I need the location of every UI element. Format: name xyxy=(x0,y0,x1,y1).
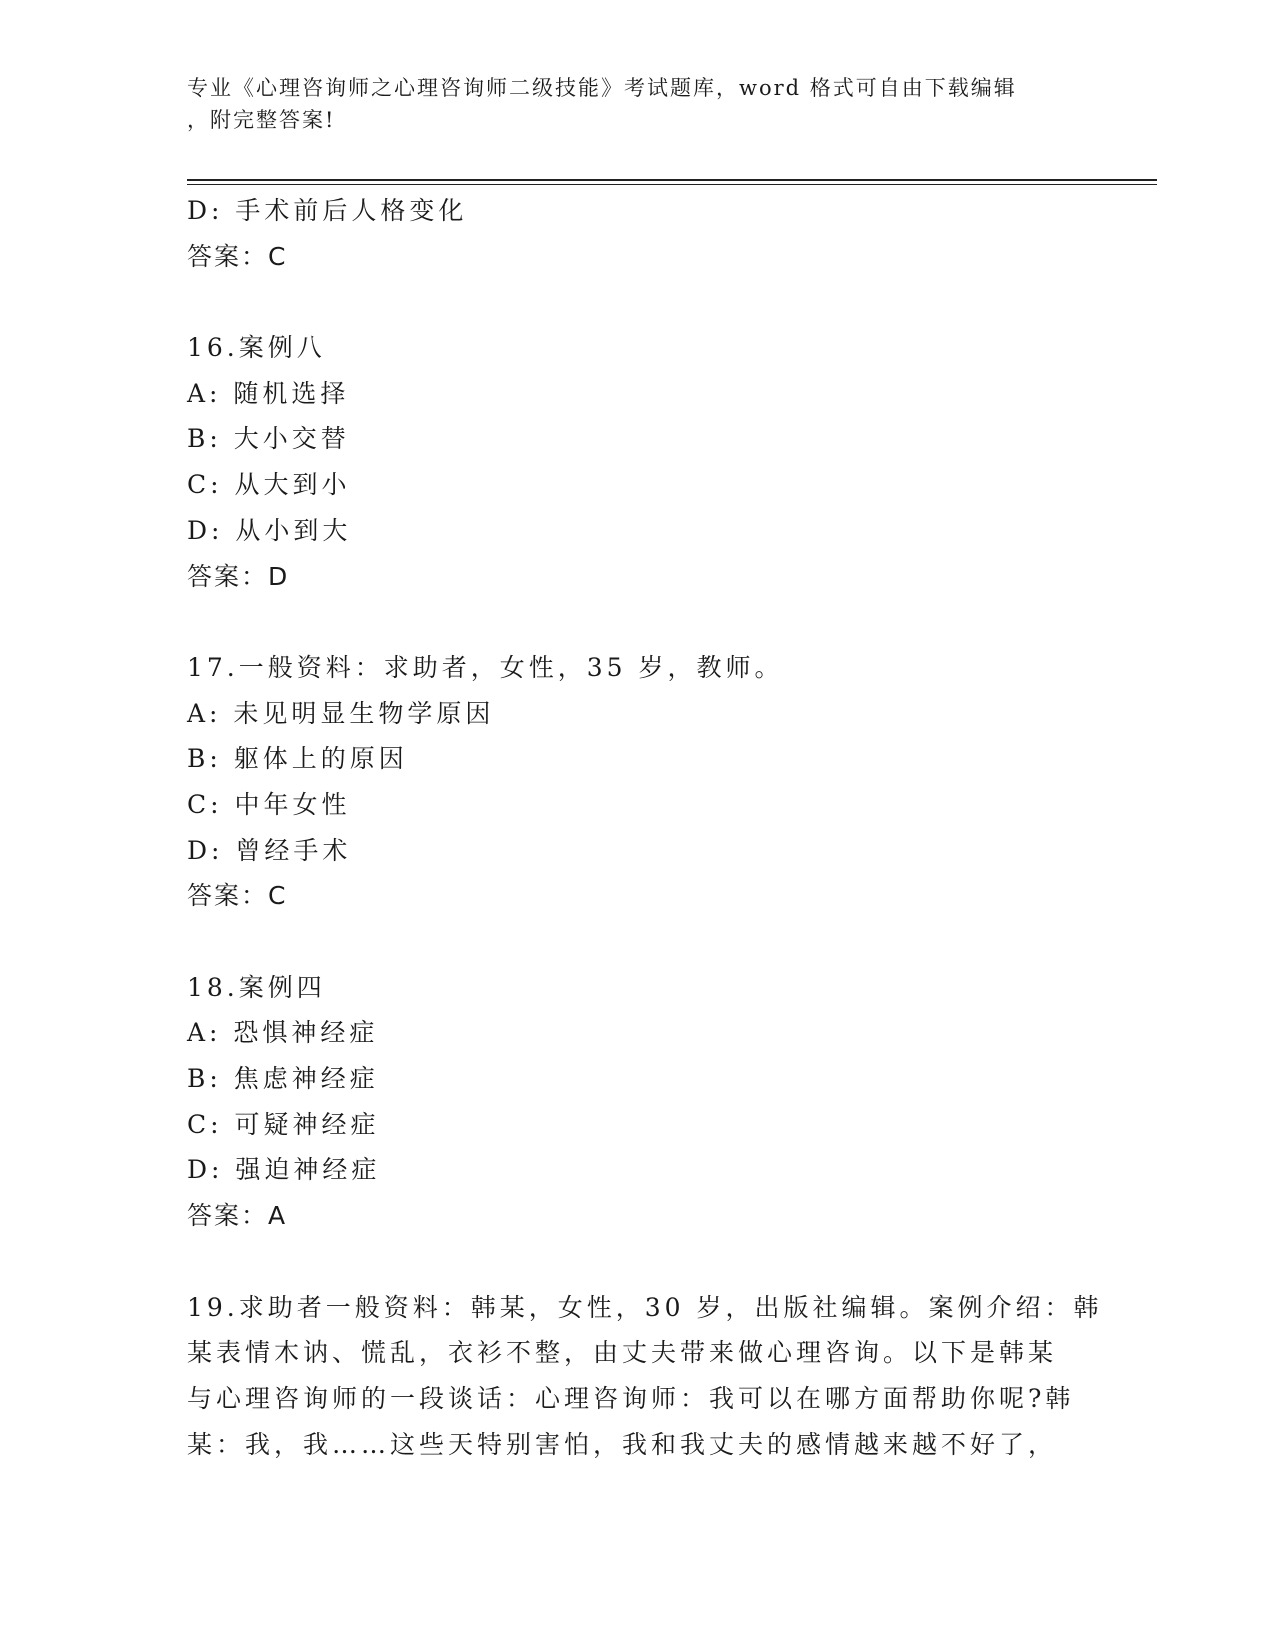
paragraph-line: 19.求助者一般资料：韩某，女性，30 岁，出版社编辑。案例介绍：韩 xyxy=(187,1292,1103,1322)
question-stem: 16.案例八 xyxy=(187,333,326,363)
option-d: D: 从小到大 xyxy=(187,515,352,545)
option-a: A: 未见明显生物学原因 xyxy=(187,698,495,728)
paragraph-line: 与心理咨询师的一段谈话：心理咨询师：我可以在哪方面帮助你呢?韩 xyxy=(187,1383,1075,1413)
header-line-1: 专业《心理咨询师之心理咨询师二级技能》考试题库，word 格式可自由下载编辑 xyxy=(187,76,1017,100)
option-b: B: 大小交替 xyxy=(187,424,350,454)
paragraph-line: 某：我，我……这些天特别害怕，我和我丈夫的感情越来越不好了， xyxy=(187,1429,1058,1459)
option-c: C: 可疑神经症 xyxy=(187,1109,380,1139)
option-c: C: 中年女性 xyxy=(187,789,351,819)
header-rule-thin xyxy=(187,184,1157,185)
option-d: D: 曾经手术 xyxy=(187,835,352,865)
answer: 答案：C xyxy=(187,881,288,911)
question-list xyxy=(187,188,1103,1467)
spacer xyxy=(187,279,1087,325)
option-b: B: 躯体上的原因 xyxy=(187,744,408,774)
question-19 xyxy=(187,1285,1103,1468)
spacer xyxy=(187,1239,1087,1285)
question-stem: 17.一般资料：求助者，女性，35 岁，教师。 xyxy=(187,652,784,682)
question-18 xyxy=(187,965,1087,1239)
prev-option-d: D: 手术前后人格变化 xyxy=(187,196,468,225)
spacer xyxy=(187,919,1087,965)
question-stem: 18.案例四 xyxy=(187,972,326,1002)
option-a: A: 随机选择 xyxy=(187,378,350,408)
answer: 答案：D xyxy=(187,561,290,591)
question-16 xyxy=(187,325,1087,599)
prev-answer: 答案：C xyxy=(187,241,288,271)
answer: 答案：A xyxy=(187,1201,288,1231)
option-b: B: 焦虑神经症 xyxy=(187,1064,379,1094)
option-a: A: 恐惧神经症 xyxy=(187,1018,379,1048)
option-c: C: 从大到小 xyxy=(187,470,351,500)
header-line-2: ，附完整答案! xyxy=(187,108,336,132)
spacer xyxy=(187,599,1087,645)
option-d: D: 强迫神经症 xyxy=(187,1155,381,1185)
question-17 xyxy=(187,645,1087,919)
paragraph-line: 某表情木讷、慌乱，衣衫不整，由丈夫带来做心理咨询。以下是韩某 xyxy=(187,1338,1058,1368)
header-rule-thick xyxy=(187,179,1157,181)
document-header xyxy=(187,72,1067,136)
